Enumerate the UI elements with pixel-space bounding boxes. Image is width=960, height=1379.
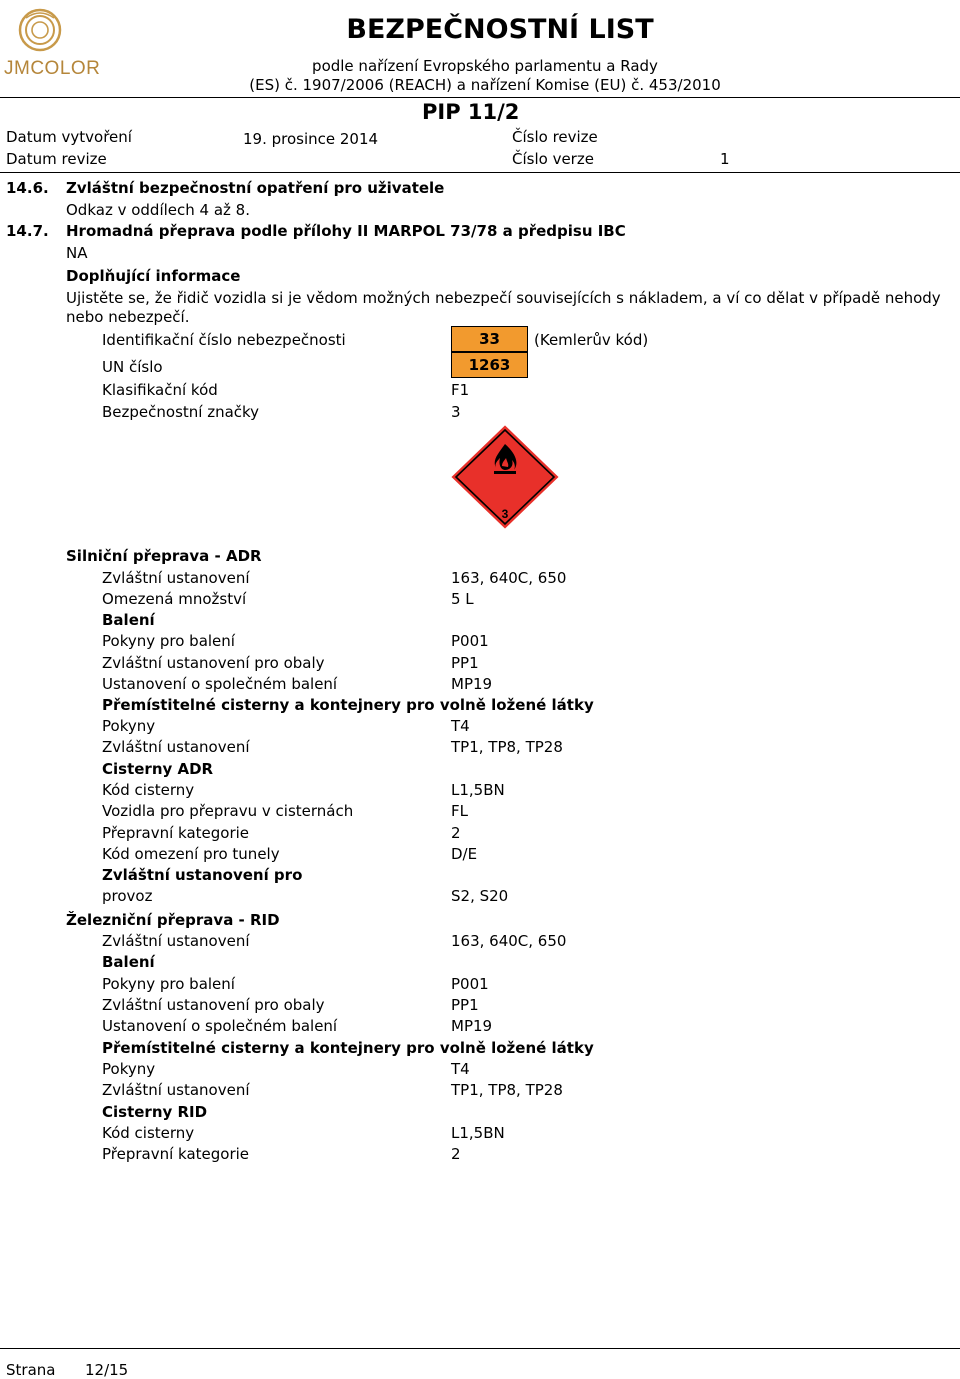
rid-pack-instr-value: P001: [451, 975, 489, 993]
safety-labels-label: Bezpečnostní značky: [102, 403, 260, 421]
rid-special-label: Zvláštní ustanovení: [102, 932, 250, 950]
meta-divider: [0, 172, 960, 173]
adr-tanks-title: Přemístitelné cisterny a kontejnery pro volně ložené látky: [102, 696, 594, 714]
adr-pack-special-value: PP1: [451, 654, 479, 672]
section-14-7-title: Hromadná přeprava podle přílohy II MARPOL 73/78 a předpisu IBC: [66, 222, 626, 240]
version-label: Číslo verze: [512, 150, 594, 168]
rid-tank-code-label: Kód cisterny: [102, 1124, 195, 1142]
section-14-6-title: Zvláštní bezpečnostní opatření pro uživatele: [66, 179, 445, 197]
adr-tunnel-value: D/E: [451, 845, 478, 863]
adr-tunnel-label: Kód omezení pro tunely: [102, 845, 280, 863]
rid-pack-instr-label: Pokyny pro balení: [102, 975, 235, 993]
adr-operation-value: S2, S20: [451, 887, 509, 905]
rid-tank-code-value: L1,5BN: [451, 1124, 505, 1142]
pictogram-class-number: 3: [501, 507, 509, 521]
rid-special-value: 163, 640C, 650: [451, 932, 567, 950]
hazard-id-label: Identifikační číslo nebezpečnosti: [102, 331, 346, 349]
rid-pack-special-label: Zvláštní ustanovení pro obaly: [102, 996, 325, 1014]
flammable-liquid-pictogram-icon: [448, 422, 562, 532]
rid-tank-special-label: Zvláštní ustanovení: [102, 1081, 250, 1099]
section-14-7-value: NA: [66, 244, 88, 262]
adr-limited-label: Omezená množství: [102, 590, 247, 608]
created-value: 19. prosince 2014: [243, 130, 379, 148]
adr-packing-title: Balení: [102, 611, 155, 629]
adr-pack-instr-value: P001: [451, 632, 489, 650]
adr-limited-value: 5 L: [451, 590, 474, 608]
adr-mixed-label: Ustanovení o společném balení: [102, 675, 338, 693]
revision-number-label: Číslo revize: [512, 128, 598, 146]
adr-tank-code-label: Kód cisterny: [102, 781, 195, 799]
class-code-label: Klasifikační kód: [102, 381, 218, 399]
page-label: Strana: [6, 1361, 56, 1379]
regulation-line-1: podle nařízení Evropského parlamentu a Rady: [312, 57, 658, 75]
rid-pack-special-value: PP1: [451, 996, 479, 1014]
adr-vehicle-value: FL: [451, 802, 468, 820]
adr-category-label: Přepravní kategorie: [102, 824, 250, 842]
created-label: Datum vytvoření: [6, 128, 132, 146]
rid-tank-instr-label: Pokyny: [102, 1060, 156, 1078]
adr-operation-title: Zvláštní ustanovení pro: [102, 866, 303, 884]
rid-title: Železniční přeprava - RID: [66, 911, 280, 929]
adr-vehicle-label: Vozidla pro přepravu v cisternách: [102, 802, 354, 820]
page-number: 12/15: [85, 1361, 129, 1379]
logo-text: JMCOLOR: [4, 58, 101, 79]
adr-pack-special-label: Zvláštní ustanovení pro obaly: [102, 654, 325, 672]
regulation-line-2: (ES) č. 1907/2006 (REACH) a nařízení Komise (EU) č. 453/2010: [249, 76, 721, 94]
adr-tank-special-value: TP1, TP8, TP28: [451, 738, 563, 756]
rid-cisterns-title: Cisterny RID: [102, 1103, 208, 1121]
rid-tanks-title: Přemístitelné cisterny a kontejnery pro volně ložené látky: [102, 1039, 594, 1057]
footer-divider: [0, 1348, 960, 1349]
rid-category-value: 2: [451, 1145, 461, 1163]
version-value: 1: [720, 150, 730, 168]
revision-date-label: Datum revize: [6, 150, 107, 168]
un-number-box: 1263: [451, 352, 528, 378]
adr-special-label: Zvláštní ustanovení: [102, 569, 250, 587]
un-number-label: UN číslo: [102, 358, 163, 376]
hazard-id-box: 33: [451, 326, 528, 352]
adr-tank-code-value: L1,5BN: [451, 781, 505, 799]
document-title: BEZPEČNOSTNÍ LIST: [346, 14, 654, 45]
rid-mixed-label: Ustanovení o společném balení: [102, 1017, 338, 1035]
product-name: PIP 11/2: [422, 100, 520, 124]
adr-tank-special-label: Zvláštní ustanovení: [102, 738, 250, 756]
safety-labels-value: 3: [451, 403, 461, 421]
rid-tank-special-value: TP1, TP8, TP28: [451, 1081, 563, 1099]
extra-info-text-1: Ujistěte se, že řidič vozidla si je vědom možných nebezpečí souvisejících s nákladem, a ví co dělat v případě nehody: [66, 289, 941, 307]
header-divider: [0, 97, 960, 98]
adr-mixed-value: MP19: [451, 675, 493, 693]
adr-special-value: 163, 640C, 650: [451, 569, 567, 587]
rid-packing-title: Balení: [102, 953, 155, 971]
adr-title: Silniční přeprava - ADR: [66, 547, 262, 565]
section-14-6-text: Odkaz v oddílech 4 až 8.: [66, 201, 250, 219]
rid-category-label: Přepravní kategorie: [102, 1145, 250, 1163]
adr-tank-instr-label: Pokyny: [102, 717, 156, 735]
adr-pack-instr-label: Pokyny pro balení: [102, 632, 235, 650]
rid-tank-instr-value: T4: [451, 1060, 470, 1078]
adr-cisterns-title: Cisterny ADR: [102, 760, 214, 778]
section-14-7-number: 14.7.: [6, 222, 49, 240]
adr-tank-instr-value: T4: [451, 717, 470, 735]
adr-operation-label: provoz: [102, 887, 153, 905]
section-14-6-number: 14.6.: [6, 179, 49, 197]
kemler-note: (Kemlerův kód): [534, 331, 649, 349]
extra-info-text-2: nebo nebezpečí.: [66, 308, 190, 326]
adr-category-value: 2: [451, 824, 461, 842]
rid-mixed-value: MP19: [451, 1017, 493, 1035]
extra-info-title: Doplňující informace: [66, 267, 241, 285]
class-code-value: F1: [451, 381, 470, 399]
